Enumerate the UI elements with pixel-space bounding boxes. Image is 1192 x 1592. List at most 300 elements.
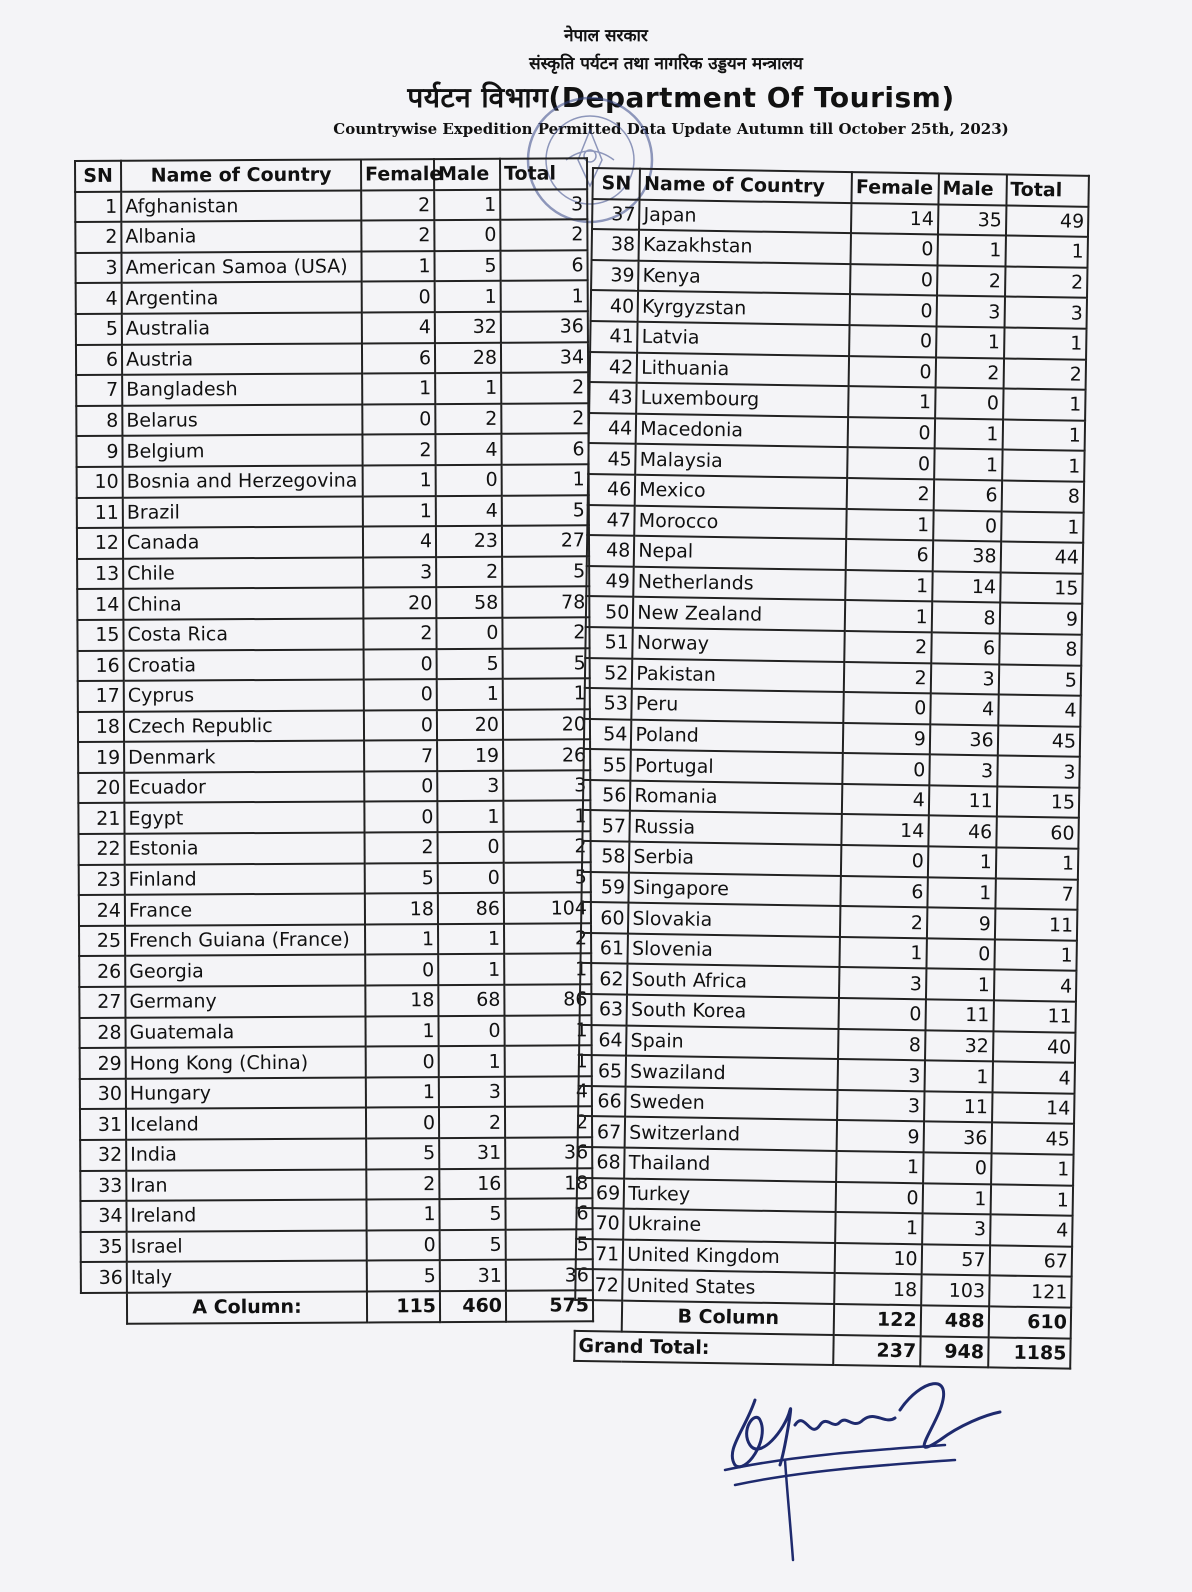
row-female: 18: [834, 1273, 921, 1305]
row-sn: 11: [77, 497, 123, 528]
row-female: 7: [364, 740, 437, 771]
row-male: 68: [438, 985, 504, 1016]
row-male: 58: [436, 587, 502, 618]
row-male: 1: [435, 373, 501, 404]
row-male: 0: [436, 465, 502, 496]
row-female: 0: [365, 955, 438, 986]
row-male: 6: [933, 479, 1001, 511]
row-male: 14: [932, 571, 1000, 603]
row-male: 35: [938, 204, 1006, 236]
row-country: Iran: [126, 1169, 366, 1201]
row-total: 121: [989, 1276, 1072, 1308]
row-female: 0: [843, 753, 930, 785]
table-row: [79, 954, 591, 987]
row-male: 2: [439, 1107, 505, 1138]
row-male: 1: [934, 418, 1002, 450]
row-female: 0: [839, 998, 926, 1030]
row-country: Georgia: [125, 955, 365, 987]
row-total: 1: [1001, 511, 1084, 543]
row-female: 1: [365, 1016, 438, 1047]
total-header: Total: [1006, 175, 1089, 207]
row-total: 1: [501, 281, 588, 312]
row-female: 3: [839, 967, 926, 999]
row-female: 18: [365, 985, 438, 1016]
row-country: Croatia: [124, 649, 364, 681]
row-female: 0: [850, 294, 937, 326]
row-male: 16: [439, 1168, 505, 1199]
row-country: Luxembourg: [636, 383, 848, 417]
row-sn: 55: [583, 749, 631, 780]
row-female: 2: [840, 906, 927, 938]
row-male: 0: [438, 832, 504, 863]
row-total: 2: [504, 923, 591, 954]
table-row: [77, 495, 589, 528]
row-sn: 35: [81, 1232, 127, 1263]
table-row: [80, 1137, 592, 1170]
row-sn: 52: [585, 657, 633, 688]
row-female: 1: [836, 1151, 923, 1183]
row-country: India: [126, 1138, 366, 1170]
row-male: 0: [436, 618, 502, 649]
row-country: Finland: [125, 863, 365, 895]
row-male: 8: [931, 602, 999, 634]
row-total: 1: [994, 939, 1077, 971]
row-male: 9: [927, 908, 995, 940]
table-row: [75, 220, 587, 253]
row-total: 2: [1003, 358, 1086, 390]
table-row: [78, 801, 590, 834]
row-male: 0: [438, 1015, 504, 1046]
row-total: 1: [990, 1184, 1073, 1216]
row-total: 1: [1005, 236, 1088, 268]
row-sn: 62: [580, 963, 628, 994]
row-sn: 66: [578, 1086, 626, 1117]
row-country: Albania: [121, 221, 361, 253]
row-female: 3: [363, 557, 436, 588]
row-sn: 71: [576, 1239, 624, 1270]
row-total: 2: [505, 1107, 592, 1138]
row-total: 5: [998, 664, 1081, 696]
row-country: Sweden: [625, 1086, 837, 1120]
row-country: Costa Rica: [123, 618, 363, 650]
row-sn: 69: [577, 1177, 625, 1208]
row-female: 0: [841, 845, 928, 877]
ministry-title: संस्कृति पर्यटन तथा नागरिक उड्डयन मन्त्रालय: [529, 54, 803, 74]
row-female: 1: [365, 924, 438, 955]
row-sn: 22: [79, 834, 125, 865]
row-country: Latvia: [637, 322, 849, 356]
row-country: Slovakia: [628, 903, 840, 937]
row-country: Peru: [632, 689, 844, 723]
row-total: 2: [501, 403, 588, 434]
row-female: 1: [840, 937, 927, 969]
row-country: Guatemala: [125, 1016, 365, 1048]
row-total: 3: [997, 756, 1080, 788]
row-male: 4: [436, 495, 502, 526]
row-total: 1: [505, 1046, 592, 1077]
row-country: Japan: [639, 199, 851, 233]
row-total: 20: [503, 709, 590, 740]
row-female: 0: [364, 802, 437, 833]
row-sn: 37: [592, 199, 640, 230]
row-female: 1: [363, 496, 436, 527]
row-male: 11: [929, 785, 997, 817]
row-total: 4: [992, 1062, 1075, 1094]
total-header: Total: [500, 158, 587, 189]
row-total: 7: [995, 878, 1078, 910]
row-sn: 51: [585, 627, 633, 658]
row-female: 1: [835, 1212, 922, 1244]
row-total: 1: [1004, 327, 1087, 359]
row-sn: 26: [79, 956, 125, 987]
row-sn: 34: [80, 1201, 126, 1232]
row-male: 11: [924, 1091, 992, 1123]
row-male: 5: [434, 251, 500, 282]
row-sn: 15: [77, 620, 123, 651]
row-total: 2: [504, 831, 591, 862]
row-country: Switzerland: [625, 1117, 837, 1151]
row-sn: 68: [577, 1147, 625, 1178]
table-row: [77, 525, 589, 558]
table-row: [75, 189, 587, 222]
table-row: [78, 678, 590, 711]
row-total: 5: [502, 495, 589, 526]
table-row: [77, 464, 589, 497]
row-total: 86: [504, 984, 591, 1015]
row-female: 0: [847, 447, 934, 479]
row-sn: 21: [78, 803, 124, 834]
grand-total-label: Grand Total:: [574, 1330, 834, 1365]
grand-total-female: 237: [834, 1335, 921, 1367]
row-total: 49: [1006, 205, 1089, 237]
row-country: China: [123, 588, 363, 620]
row-country: Cyprus: [124, 680, 364, 712]
table-row: [76, 281, 588, 314]
row-total: 36: [505, 1137, 592, 1168]
row-total: 11: [993, 1000, 1076, 1032]
table-row: [80, 1076, 592, 1109]
row-male: 2: [435, 404, 501, 435]
row-total: 6: [501, 434, 588, 465]
table-row: [77, 556, 589, 589]
row-total: 6: [505, 1198, 592, 1229]
row-country: Morocco: [635, 505, 847, 539]
row-total: 3: [1004, 297, 1087, 329]
row-female: 0: [849, 356, 936, 388]
row-female: 9: [843, 723, 930, 755]
a-column-label: A Column:: [127, 1291, 367, 1323]
row-country: Slovenia: [628, 934, 840, 968]
row-country: Nepal: [634, 536, 846, 570]
row-country: Kazakhstan: [639, 230, 851, 264]
female-header: Female: [361, 159, 434, 190]
row-female: 1: [846, 570, 933, 602]
row-male: 2: [935, 357, 1003, 389]
row-total: 34: [501, 342, 588, 373]
document-subtitle: Countrywise Expedition Permitted Data Update Autumn till October 25th, 2023): [333, 120, 1009, 138]
row-sn: 29: [80, 1048, 126, 1079]
row-female: 1: [848, 386, 935, 418]
row-sn: 32: [80, 1140, 126, 1171]
row-sn: 12: [77, 528, 123, 559]
row-female: 18: [365, 893, 438, 924]
row-total: 8: [1001, 480, 1084, 512]
row-total: 78: [502, 587, 589, 618]
row-total: 27: [502, 525, 589, 556]
row-male: 4: [930, 693, 998, 725]
grand-total-male: 948: [920, 1336, 988, 1368]
row-sn: 42: [590, 352, 638, 383]
row-female: 0: [366, 1046, 439, 1077]
row-female: 0: [362, 281, 435, 312]
row-total: 45: [991, 1123, 1074, 1155]
table-row: [79, 984, 591, 1017]
row-female: 1: [362, 373, 435, 404]
row-female: 0: [850, 264, 937, 296]
row-country: Bangladesh: [122, 374, 362, 406]
row-female: 0: [364, 710, 437, 741]
row-female: 14: [851, 203, 938, 235]
row-total: 2: [501, 372, 588, 403]
row-total: 4: [998, 695, 1081, 727]
row-total: 1: [1003, 389, 1086, 421]
row-country: Belgium: [122, 435, 362, 467]
row-total: 1: [996, 847, 1079, 879]
row-sn: 10: [77, 467, 123, 498]
row-sn: 43: [589, 382, 637, 413]
b-column-grand-total: 610: [988, 1306, 1071, 1338]
row-country: Italy: [127, 1261, 367, 1293]
row-female: 2: [845, 631, 932, 663]
table-row: [76, 342, 588, 375]
table-row: [76, 372, 588, 405]
row-sn: 63: [580, 994, 628, 1025]
female-header: Female: [852, 172, 939, 204]
row-female: 2: [366, 1169, 439, 1200]
row-sn: 48: [587, 535, 635, 566]
row-sn: 6: [76, 344, 122, 375]
handwritten-signature: [715, 1370, 1015, 1570]
row-country: Turkey: [624, 1178, 836, 1212]
row-country: Chile: [123, 557, 363, 589]
row-female: 9: [837, 1120, 924, 1152]
row-country: Austria: [122, 343, 362, 375]
row-male: 11: [925, 999, 993, 1031]
row-male: 5: [440, 1230, 506, 1261]
row-country: Poland: [631, 719, 843, 753]
row-female: 0: [851, 233, 938, 265]
row-female: 3: [837, 1090, 924, 1122]
row-country: Malaysia: [636, 444, 848, 478]
row-sn: 54: [584, 719, 632, 750]
row-total: 1: [1002, 419, 1085, 451]
row-sn: 17: [78, 681, 124, 712]
row-total: 1: [504, 1015, 591, 1046]
row-male: 1: [926, 969, 994, 1001]
row-country: South Korea: [627, 995, 839, 1029]
row-male: 4: [435, 434, 501, 465]
row-male: 1: [934, 449, 1002, 481]
row-country: Russia: [630, 811, 842, 845]
table-row: [76, 434, 588, 467]
row-female: 1: [366, 1077, 439, 1108]
row-sn: 39: [591, 260, 639, 291]
row-country: American Samoa (USA): [121, 251, 361, 283]
row-country: Mexico: [635, 475, 847, 509]
row-female: 4: [362, 312, 435, 343]
row-total: 36: [501, 311, 588, 342]
row-female: 2: [847, 478, 934, 510]
row-country: Egypt: [124, 802, 364, 834]
row-country: Romania: [630, 781, 842, 815]
row-total: 45: [997, 725, 1080, 757]
row-total: 104: [504, 893, 591, 924]
row-female: 6: [362, 343, 435, 374]
row-sn: 1: [75, 191, 121, 222]
row-male: 1: [924, 1061, 992, 1093]
row-female: 4: [842, 784, 929, 816]
table-row: [78, 648, 590, 681]
row-female: 0: [836, 1182, 923, 1214]
row-country: Bosnia and Herzegovina: [123, 465, 363, 497]
table-row: [77, 617, 589, 650]
row-female: 5: [366, 1138, 439, 1169]
row-country: Hong Kong (China): [126, 1047, 366, 1079]
table-row: [80, 1168, 592, 1201]
sn-header: SN: [593, 168, 641, 199]
row-male: 3: [931, 663, 999, 695]
row-country: Canada: [123, 527, 363, 559]
row-female: 2: [363, 618, 436, 649]
a-column-male-total: 460: [440, 1291, 506, 1322]
row-sn: 14: [77, 589, 123, 620]
row-sn: 16: [78, 650, 124, 681]
table-row: [78, 770, 590, 803]
row-male: 36: [930, 724, 998, 756]
row-male: 3: [437, 771, 503, 802]
table-row: [78, 740, 590, 773]
row-sn: 44: [589, 413, 637, 444]
row-male: 32: [435, 312, 501, 343]
row-country: Brazil: [123, 496, 363, 528]
row-total: 1: [503, 678, 590, 709]
row-country: Afghanistan: [121, 190, 361, 222]
row-sn: 18: [78, 711, 124, 742]
row-total: 1: [991, 1153, 1074, 1185]
row-total: 5: [506, 1229, 593, 1260]
row-country: Belarus: [122, 404, 362, 436]
row-total: 67: [989, 1245, 1072, 1277]
row-sn: 45: [588, 443, 636, 474]
row-male: 1: [936, 326, 1004, 358]
government-title: नेपाल सरकार: [564, 26, 648, 46]
row-sn: 4: [76, 283, 122, 314]
row-female: 6: [846, 539, 933, 571]
row-sn: 28: [79, 1017, 125, 1048]
table-row: [79, 893, 591, 926]
table-row: [79, 831, 591, 864]
row-country: Australia: [122, 312, 362, 344]
row-country: France: [125, 894, 365, 926]
country-header: Name of Country: [640, 169, 852, 203]
row-sn: 33: [80, 1170, 126, 1201]
row-female: 0: [844, 692, 931, 724]
row-sn: 50: [586, 596, 634, 627]
row-country: Lithuania: [637, 352, 849, 386]
row-total: 1: [503, 801, 590, 832]
row-sn: 23: [79, 864, 125, 895]
row-male: 0: [923, 1152, 991, 1184]
row-total: 4: [994, 970, 1077, 1002]
row-country: Thailand: [624, 1148, 836, 1182]
row-male: 31: [439, 1138, 505, 1169]
row-sn: 65: [579, 1055, 627, 1086]
row-male: 3: [936, 296, 1004, 328]
table-row: [80, 1046, 592, 1079]
row-sn: 41: [590, 321, 638, 352]
row-male: 1: [927, 877, 995, 909]
row-male: 1: [437, 801, 503, 832]
row-female: 0: [367, 1230, 440, 1261]
row-male: 36: [923, 1122, 991, 1154]
row-female: 20: [363, 587, 436, 618]
row-female: 1: [846, 509, 933, 541]
row-sn: 27: [79, 987, 125, 1018]
row-male: 0: [933, 510, 1001, 542]
row-male: 1: [438, 924, 504, 955]
row-country: Macedonia: [636, 413, 848, 447]
row-country: French Guiana (France): [125, 924, 365, 956]
row-sn: 67: [578, 1116, 626, 1147]
row-total: 15: [996, 786, 1079, 818]
row-female: 1: [361, 251, 434, 282]
row-male: 6: [931, 632, 999, 664]
row-male: 3: [439, 1077, 505, 1108]
row-sn: 40: [591, 290, 639, 321]
row-male: 1: [928, 846, 996, 878]
row-total: 5: [504, 862, 591, 893]
b-column-female-total: 122: [834, 1304, 921, 1336]
row-country: Kenya: [638, 261, 850, 295]
row-total: 5: [503, 648, 590, 679]
row-male: 86: [438, 893, 504, 924]
row-sn: 2: [75, 222, 121, 253]
row-female: 0: [364, 679, 437, 710]
row-male: 1: [439, 1046, 505, 1077]
row-sn: 57: [582, 810, 630, 841]
row-country: Netherlands: [634, 566, 846, 600]
row-sn: 3: [75, 253, 121, 284]
row-sn: 25: [79, 926, 125, 957]
row-country: Spain: [626, 1025, 838, 1059]
table-row: [80, 1198, 592, 1231]
table-header-row: [75, 158, 587, 191]
row-sn: 56: [583, 780, 631, 811]
row-sn: 49: [586, 566, 634, 597]
row-sn: 59: [581, 872, 629, 903]
row-sn: 9: [76, 436, 122, 467]
row-female: 2: [362, 434, 435, 465]
row-country: Portugal: [631, 750, 843, 784]
row-male: 38: [932, 541, 1000, 573]
row-male: 32: [925, 1030, 993, 1062]
row-total: 14: [992, 1092, 1075, 1124]
row-male: 1: [434, 189, 500, 220]
row-male: 1: [922, 1183, 990, 1215]
row-sn: 72: [575, 1269, 623, 1300]
row-sn: 70: [576, 1208, 624, 1239]
row-total: 60: [996, 817, 1079, 849]
